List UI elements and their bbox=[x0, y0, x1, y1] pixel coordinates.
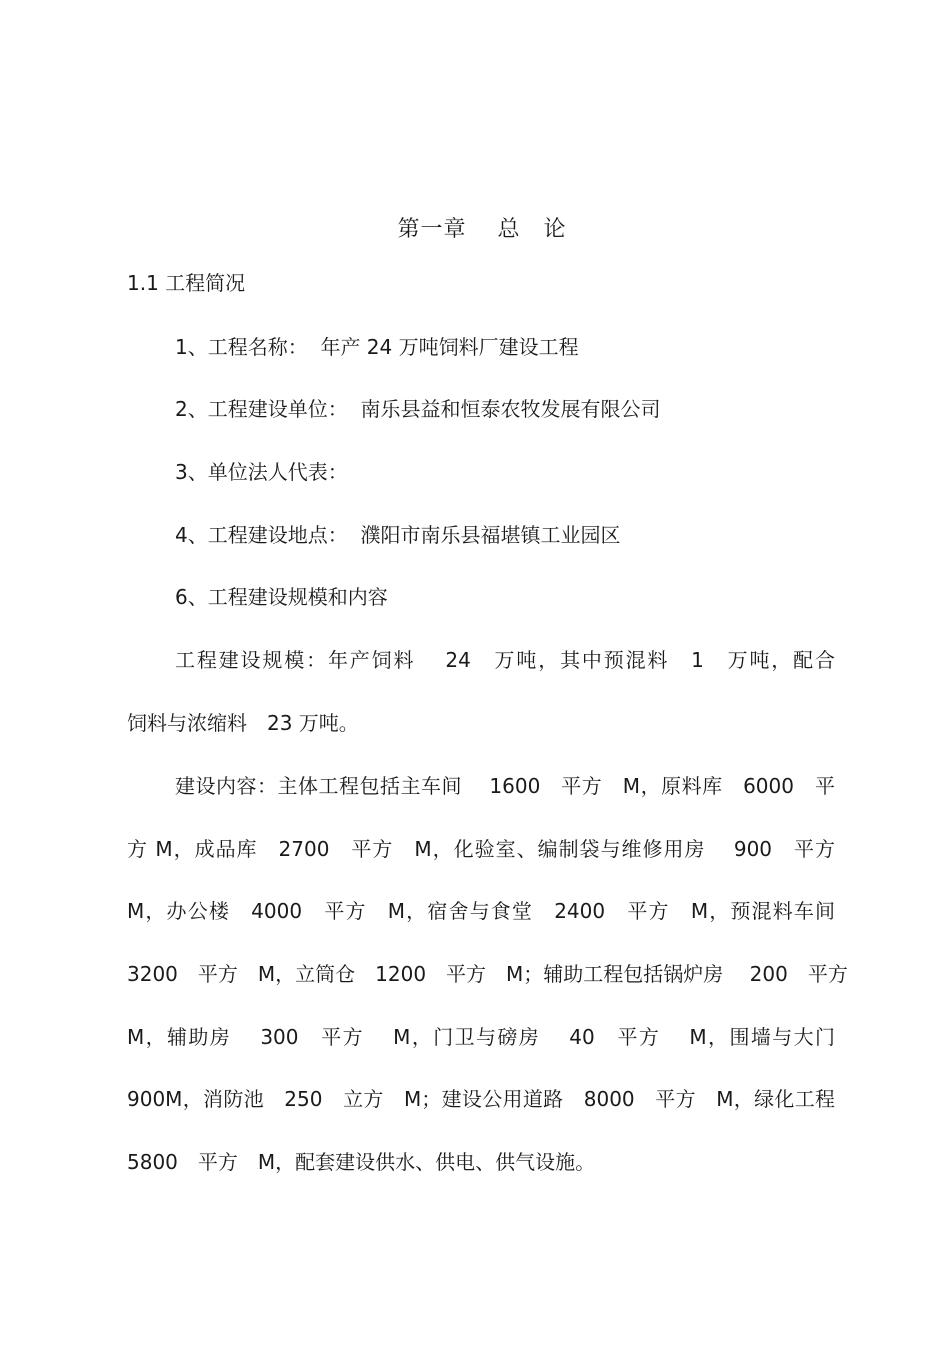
content-paragraph-line: 3200 平方 M，立筒仓 1200 平方 M；辅助工程包括锅炉房 200 平方 bbox=[127, 962, 848, 986]
chapter-title: 第一章 总 论 bbox=[397, 217, 567, 242]
section-heading: 1.1 工程简况 bbox=[127, 271, 246, 295]
scale-paragraph-line: 工程建设规模：年产饲料 24 万吨，其中预混料 1 万吨，配合 bbox=[175, 648, 835, 672]
content-paragraph-line: 建设内容：主体工程包括主车间 1600 平方 M，原料库 6000 平 bbox=[175, 774, 835, 798]
content-paragraph-line: 方 M，成品库 2700 平方 M，化验室、编制袋与维修用房 900 平方 bbox=[127, 837, 835, 861]
list-item-construction-location: 4、工程建设地点： 濮阳市南乐县福堪镇工业园区 bbox=[175, 523, 621, 547]
list-item-construction-unit: 2、工程建设单位： 南乐县益和恒泰农牧发展有限公司 bbox=[175, 397, 661, 421]
content-paragraph-line: M，办公楼 4000 平方 M，宿舍与食堂 2400 平方 M，预混料车间 bbox=[127, 899, 835, 923]
list-item-legal-representative: 3、单位法人代表： bbox=[175, 460, 348, 484]
content-paragraph-line: 5800 平方 M，配套建设供水、供电、供气设施。 bbox=[127, 1150, 596, 1174]
list-item-scale-and-content: 6、工程建设规模和内容 bbox=[175, 585, 388, 609]
content-paragraph-line: 900M，消防池 250 立方 M；建设公用道路 8000 平方 M，绿化工程 bbox=[127, 1087, 835, 1111]
content-paragraph-line: M，辅助房 300 平方 M，门卫与磅房 40 平方 M，围墙与大门 bbox=[127, 1025, 835, 1049]
list-item-project-name: 1、工程名称： 年产 24 万吨饲料厂建设工程 bbox=[175, 335, 579, 359]
scale-paragraph-line: 饲料与浓缩料 23 万吨。 bbox=[127, 711, 359, 735]
